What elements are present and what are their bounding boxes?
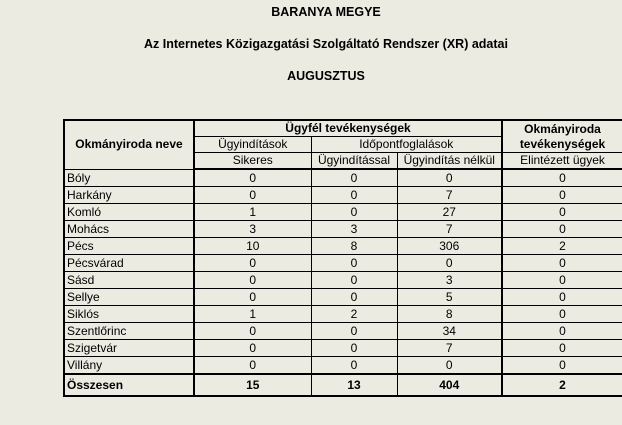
table-row [64,187,622,204]
with-initiation-cell: 0 [311,340,397,357]
successful-cell: 0 [194,357,311,375]
table-row [64,221,622,238]
without-initiation-cell: 7 [397,221,502,238]
header-case-initiations: Ügyindítások [194,137,311,153]
with-initiation-cell: 0 [311,272,397,289]
table-row [64,255,622,272]
handled-cases-cell: 2 [502,238,622,255]
handled-cases-cell: 0 [502,221,622,238]
with-initiation-cell: 0 [311,255,397,272]
with-initiation-cell: 0 [311,289,397,306]
header-successful: Sikeres [194,153,311,170]
handled-cases-cell: 0 [502,323,622,340]
handled-cases-cell: 0 [502,340,622,357]
total-with-initiation: 13 [311,374,397,396]
without-initiation-cell: 7 [397,187,502,204]
office-name-cell: Harkány [64,187,194,204]
without-initiation-cell: 8 [397,306,502,323]
county-title: BARANYA MEGYE [271,5,381,19]
handled-cases-cell: 0 [502,289,622,306]
with-initiation-cell: 3 [311,221,397,238]
table-row [64,340,622,357]
office-name-cell: Pécs [64,238,194,255]
table-row [64,169,622,187]
system-title: Az Internetes Közigazgatási Szolgáltató Rendszer (XR) adatai [144,37,508,51]
month-title: AUGUSZTUS [287,69,365,83]
table-row [64,357,622,375]
header-appointments: Időpontfoglalások [311,137,502,153]
table-body [64,169,622,374]
total-label: Összesen [64,374,194,396]
header-office-activities: Okmányiroda tevékenységek [502,120,622,153]
office-name-cell: Komló [64,204,194,221]
with-initiation-cell: 0 [311,169,397,187]
table-row [64,289,622,306]
with-initiation-cell: 0 [311,323,397,340]
with-initiation-cell: 0 [311,187,397,204]
table-row [64,238,622,255]
handled-cases-cell: 0 [502,255,622,272]
without-initiation-cell: 7 [397,340,502,357]
statistics-table [63,119,622,397]
office-name-cell: Szentlőrinc [64,323,194,340]
without-initiation-cell: 0 [397,357,502,375]
successful-cell: 3 [194,221,311,238]
office-name-cell: Bóly [64,169,194,187]
with-initiation-cell: 0 [311,204,397,221]
table-row [64,323,622,340]
table-row [64,272,622,289]
office-name-cell: Szigetvár [64,340,194,357]
without-initiation-cell: 306 [397,238,502,255]
total-without-initiation: 404 [397,374,502,396]
successful-cell: 1 [194,204,311,221]
successful-cell: 0 [194,272,311,289]
office-name-cell: Sellye [64,289,194,306]
successful-cell: 0 [194,255,311,272]
without-initiation-cell: 5 [397,289,502,306]
table-row [64,204,622,221]
successful-cell: 1 [194,306,311,323]
header-with-initiation: Ügyindítással [311,153,397,170]
handled-cases-cell: 0 [502,272,622,289]
office-name-cell: Mohács [64,221,194,238]
with-initiation-cell: 0 [311,357,397,375]
table-row [64,306,622,323]
without-initiation-cell: 3 [397,272,502,289]
successful-cell: 0 [194,289,311,306]
handled-cases-cell: 0 [502,357,622,375]
without-initiation-cell: 0 [397,169,502,187]
handled-cases-cell: 0 [502,306,622,323]
office-name-cell: Villány [64,357,194,375]
without-initiation-cell: 34 [397,323,502,340]
office-name-cell: Pécsvárad [64,255,194,272]
handled-cases-cell: 0 [502,204,622,221]
header-office-name: Okmányiroda neve [64,120,194,169]
total-row [64,374,622,396]
total-handled-cases: 2 [502,374,622,396]
without-initiation-cell: 27 [397,204,502,221]
successful-cell: 0 [194,323,311,340]
header-client-activities: Ügyfél tevékenységek [194,120,502,137]
without-initiation-cell: 0 [397,255,502,272]
successful-cell: 0 [194,340,311,357]
successful-cell: 10 [194,238,311,255]
handled-cases-cell: 0 [502,169,622,187]
with-initiation-cell: 2 [311,306,397,323]
office-name-cell: Sásd [64,272,194,289]
header-without-initiation: Ügyindítás nélkül [397,153,502,170]
successful-cell: 0 [194,187,311,204]
with-initiation-cell: 8 [311,238,397,255]
successful-cell: 0 [194,169,311,187]
total-successful: 15 [194,374,311,396]
header-handled-cases: Elintézett ügyek [502,153,622,170]
handled-cases-cell: 0 [502,187,622,204]
office-name-cell: Siklós [64,306,194,323]
